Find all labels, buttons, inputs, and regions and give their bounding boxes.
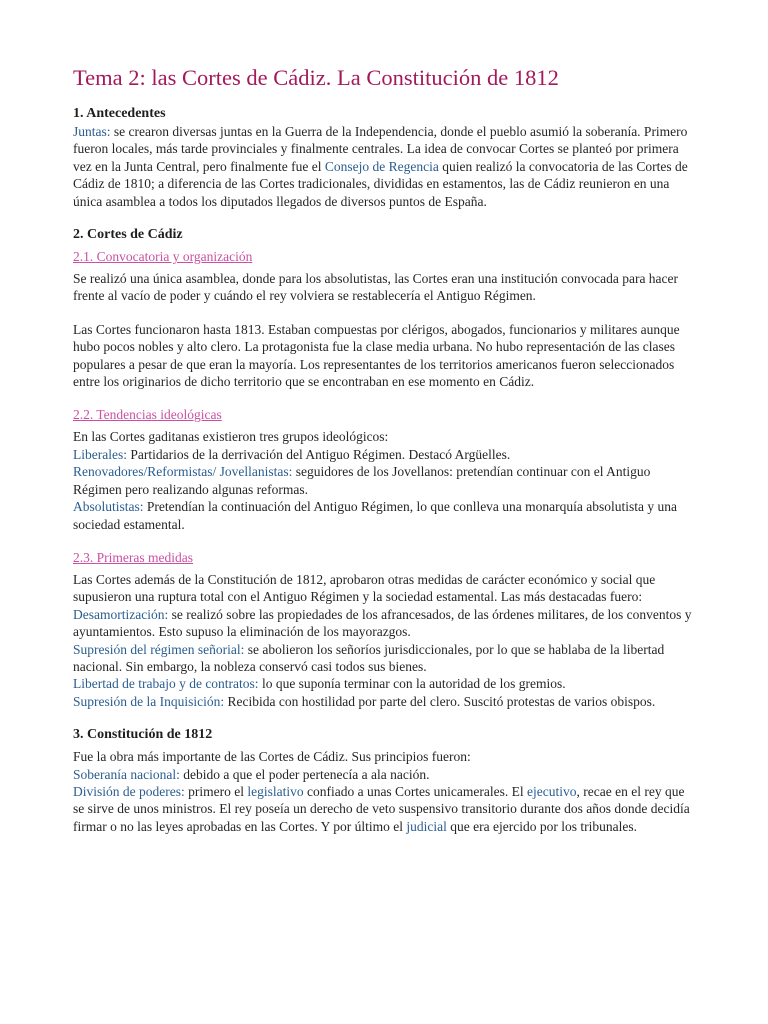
term: Desamortización: bbox=[73, 606, 169, 622]
text: se realizó sobre las propiedades de los afrancesados, de las órdenes militares, de los conventos y ayuntamientos. Esto supuso la eliminación de los mayorazgos. bbox=[73, 606, 692, 640]
paragraph-asamblea: Se realizó una única asamblea, donde para los absolutistas, las Cortes eran una institución convocada para hacer frente al vacío de poder y cuándo el rey volviera se restablecería el Antiguo Régimen. bbox=[73, 271, 679, 304]
term: Supresión del régimen señorial: bbox=[73, 641, 245, 657]
text: lo que suponía terminar con la autoridad de los gremios. bbox=[258, 676, 566, 692]
document-page bbox=[73, 64, 699, 835]
section-heading-cortes: 2. Cortes de Cádiz bbox=[73, 227, 183, 243]
paragraph-tendencias-intro: En las Cortes gaditanas existieron tres grupos ideológicos: bbox=[73, 429, 389, 445]
term: Libertad de trabajo y de contratos: bbox=[73, 676, 259, 692]
text: primero el bbox=[184, 783, 248, 799]
term-judicial: judicial bbox=[406, 818, 447, 834]
term: Liberales: bbox=[73, 446, 127, 462]
text: debido a que el poder pertenecía a ala nación. bbox=[179, 766, 430, 782]
list-item bbox=[73, 446, 699, 463]
list-item bbox=[73, 783, 699, 835]
paragraph-constitucion-intro: Fue la obra más importante de las Cortes de Cádiz. Sus principios fueron: bbox=[73, 749, 471, 765]
paragraph-funcionamiento: Las Cortes funcionaron hasta 1813. Estaban compuestas por clérigos, abogados, funcionarios y militares aunque hubo pocos nobles y alto clero. La protagonista fue la clase media urbana. No hubo representación de las clases populares a pesar de que eran la mayoría. Los representantes de los territorios americanos fueron seleccionados entre los originarios de dicho territorio que se encontraban en ese momento en Cádiz. bbox=[73, 321, 680, 390]
text: Partidarios de la derrivación del Antiguo Régimen. Destacó Argüelles. bbox=[126, 446, 511, 462]
paragraph-juntas bbox=[73, 123, 699, 210]
list-item bbox=[73, 463, 699, 498]
subheading-convocatoria: 2.1. Convocatoria y organización bbox=[73, 249, 253, 265]
paragraph-medidas-intro: Las Cortes además de la Constitución de 1812, aprobaron otras medidas de carácter económico y social que supusieron una ruptura total con el Antiguo Régimen y la sociedad estamental. Las más destacadas fuero: bbox=[73, 571, 656, 605]
page-title: Tema 2: las Cortes de Cádiz. La Constitución de 1812 bbox=[73, 65, 559, 90]
text: confiado a unas Cortes unicamerales. El bbox=[303, 783, 528, 799]
subheading-tendencias: 2.2. Tendencias ideológicas bbox=[73, 407, 222, 423]
list-item bbox=[73, 606, 699, 641]
text: quien realizó la convocatoria de las Cortes de Cádiz de 1810; a diferencia de las Cortes tradicionales, divididas en estamentos, las de Cádiz reunieron en una única asamblea a todos los diputados llegados de diversos puntos de España. bbox=[73, 158, 688, 209]
text: Recibida con hostilidad por parte del clero. Suscitó protestas de varios obispos. bbox=[224, 693, 656, 709]
section-heading-antecedentes: 1. Antecedentes bbox=[73, 106, 166, 121]
list-item bbox=[73, 675, 699, 692]
term: Renovadores/Reformistas/ Jovellanistas: bbox=[73, 464, 293, 480]
term: División de poderes: bbox=[73, 783, 185, 799]
term-consejo-regencia: Consejo de Regencia bbox=[324, 158, 439, 174]
list-item bbox=[73, 641, 699, 676]
text: Pretendían la continuación del Antiguo Régimen, lo que conlleva una monarquía absolutista y una sociedad estamental. bbox=[73, 499, 678, 532]
term-ejecutivo: ejecutivo bbox=[527, 783, 577, 799]
text: se crearon diversas juntas en la Guerra de la Independencia, donde el pueblo asumió la soberanía. Primero fueron locales, más tarde provinciales y finalmente centrales. La idea de convocar Cortes se planteó por primera vez en la Junta Central, pero finalmente fue el bbox=[73, 124, 688, 174]
term: Soberanía nacional: bbox=[73, 766, 180, 782]
list-item bbox=[73, 498, 699, 533]
text: seguidores de los Jovellanos: pretendían continuar con el Antiguo Régimen pero realizando algunas reformas. bbox=[73, 464, 651, 497]
term-legislativo: legislativo bbox=[247, 783, 304, 799]
text: , recae en el rey que se sirve de unos ministros. El rey poseía un derecho de veto suspensivo transitorio durante dos años donde decidía firmar o no las leyes aprobadas en las Cortes. Y por último el bbox=[73, 783, 690, 834]
text: se abolieron los señoríos jurisdiccionales, por lo que se hablaba de la libertad nacional. Sin embargo, la nobleza conservó casi todos sus bienes. bbox=[73, 641, 665, 674]
term: Supresión de la Inquisición: bbox=[73, 693, 225, 709]
text: que era ejercido por los tribunales. bbox=[446, 818, 637, 834]
list-item bbox=[73, 766, 699, 783]
section-heading-constitucion: 3. Constitución de 1812 bbox=[73, 727, 213, 743]
term: Absolutistas: bbox=[73, 499, 144, 515]
term-juntas: Juntas: bbox=[73, 124, 111, 139]
list-item bbox=[73, 693, 699, 710]
subheading-medidas: 2.3. Primeras medidas bbox=[73, 549, 193, 565]
